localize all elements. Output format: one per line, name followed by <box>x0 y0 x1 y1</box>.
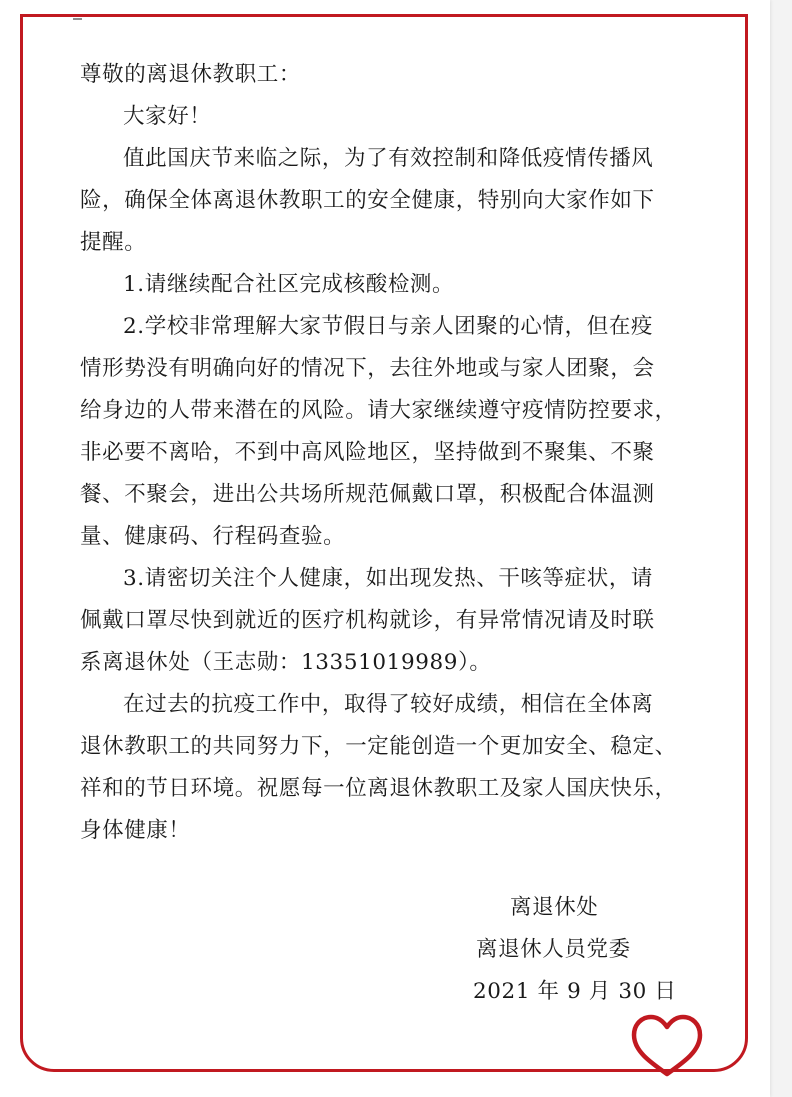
signature-date: 2021 年 9 月 30 日 <box>473 979 677 1004</box>
salutation: 尊敬的离退休教职工： <box>80 62 302 87</box>
heart-icon <box>630 1014 705 1080</box>
closing-line-4: 身体健康！ <box>80 818 191 843</box>
signature-office: 离退休处 <box>510 895 599 920</box>
closing-line-1: 在过去的抗疫工作中，取得了较好成绩，相信在全体离 <box>123 692 654 717</box>
paragraph-1-line-1: 值此国庆节来临之际，为了有效控制和降低疫情传播风 <box>123 146 654 171</box>
letter-body <box>80 54 700 1004</box>
item-3-line-2: 佩戴口罩尽快到就近的医疗机构就诊，有异常情况请及时联 <box>80 608 655 633</box>
signature-committee: 离退休人员党委 <box>476 937 631 962</box>
closing-line-2: 退休教职工的共同努力下，一定能创造一个更加安全、稳定、 <box>80 734 677 759</box>
paragraph-1-line-3: 提醒。 <box>80 230 147 255</box>
item-2-line-2: 情形势没有明确向好的情况下，去往外地或与家人团聚，会 <box>80 356 655 381</box>
item-3-line-3: 系离退休处（王志勋：13351019989）。 <box>80 650 492 675</box>
item-1: 1.请继续配合社区完成核酸检测。 <box>123 272 455 297</box>
item-2-line-3: 给身边的人带来潜在的风险。请大家继续遵守疫情防控要求， <box>80 398 677 423</box>
item-2-line-6: 量、健康码、行程码查验。 <box>80 524 346 549</box>
page-corner-mark <box>73 18 82 20</box>
item-2-line-5: 餐、不聚会，进出公共场所规范佩戴口罩，积极配合体温测 <box>80 482 655 507</box>
closing-line-3: 祥和的节日环境。祝愿每一位离退休教职工及家人国庆快乐， <box>80 776 677 801</box>
item-2-line-4: 非必要不离哈，不到中高风险地区，坚持做到不聚集、不聚 <box>80 440 655 465</box>
paragraph-1-line-2: 险，确保全体离退休教职工的安全健康，特别向大家作如下 <box>80 188 655 213</box>
item-2-line-1: 2.学校非常理解大家节假日与亲人团聚的心情，但在疫 <box>123 314 654 339</box>
item-3-line-1: 3.请密切关注个人健康，如出现发热、干咳等症状，请 <box>123 566 654 591</box>
greeting: 大家好！ <box>123 104 212 129</box>
